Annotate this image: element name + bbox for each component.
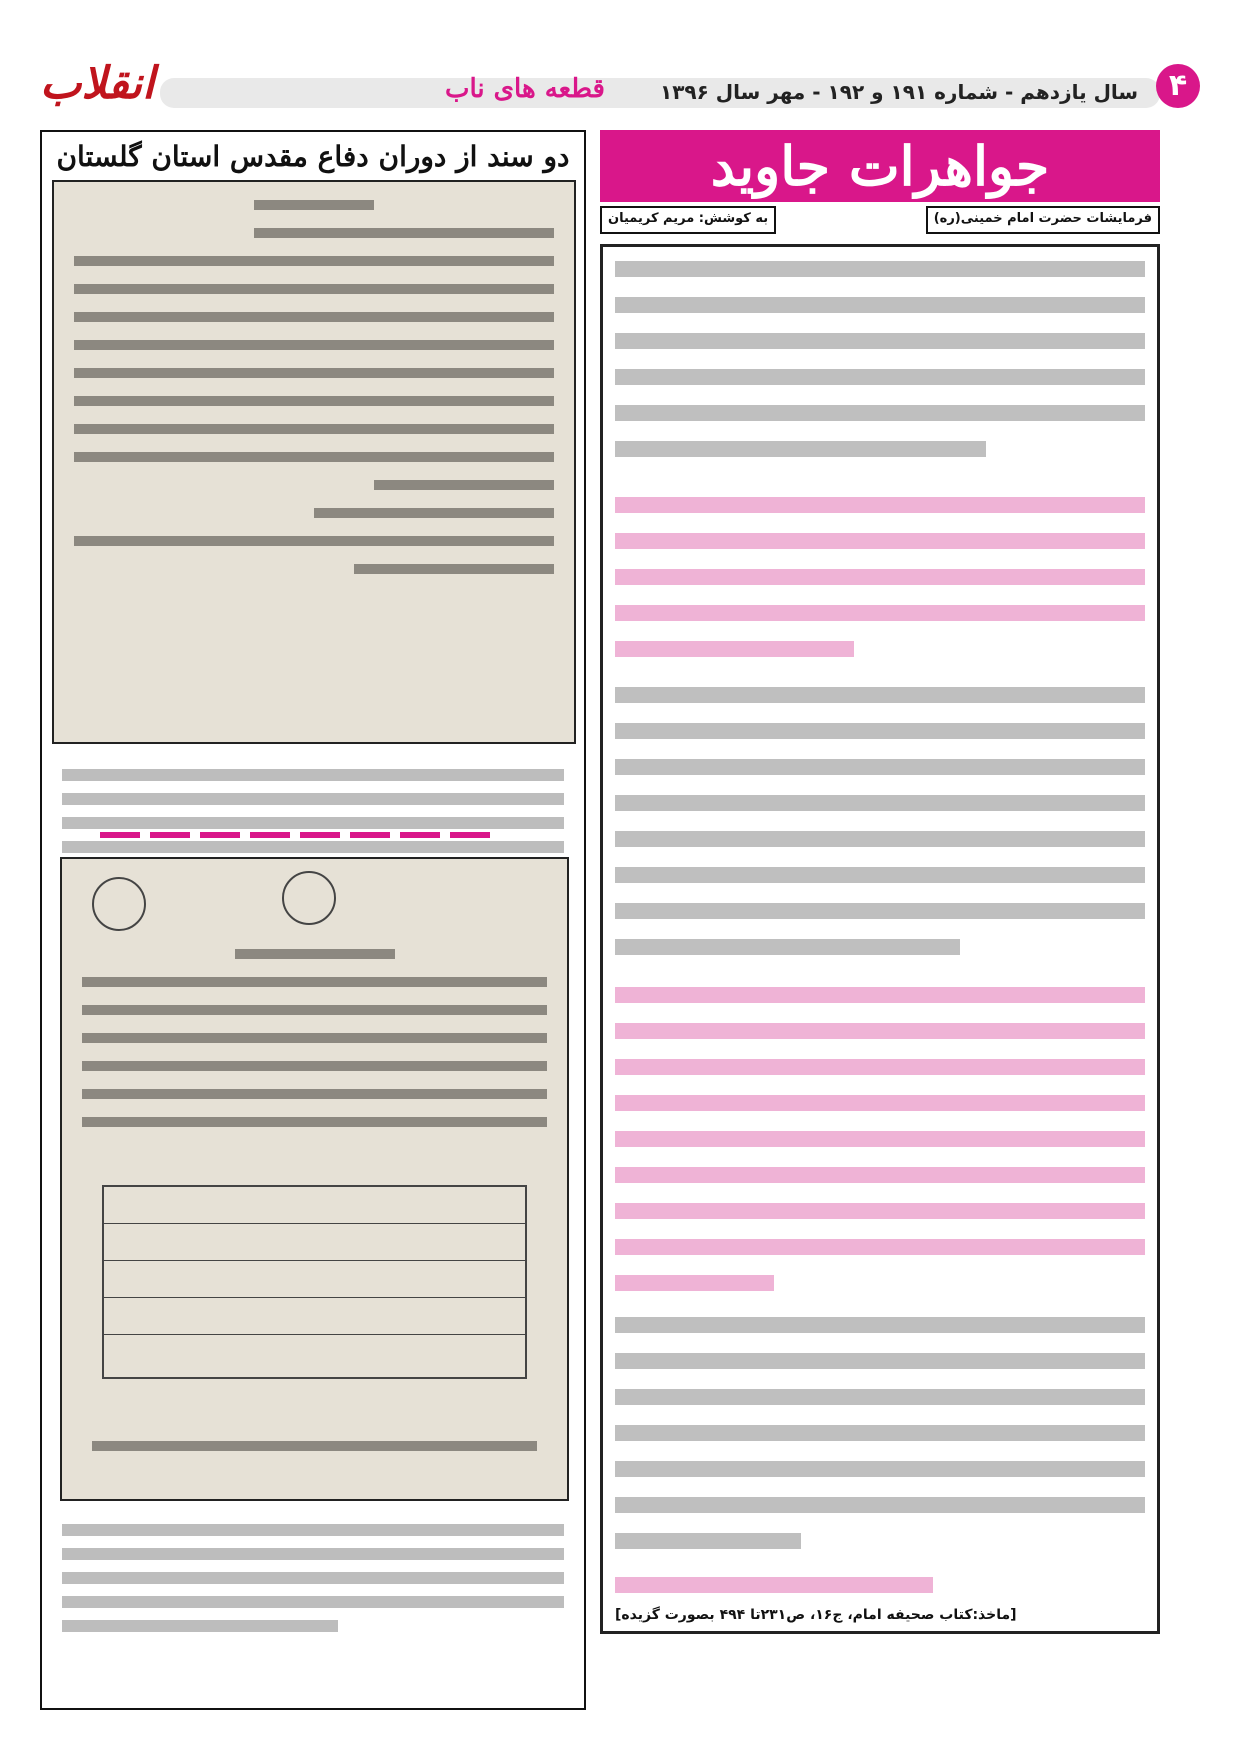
quote-block bbox=[615, 687, 1145, 975]
emblem-icon bbox=[282, 871, 336, 925]
divider bbox=[100, 832, 490, 838]
quotes-banner bbox=[600, 130, 1160, 202]
page-number-badge: ۴ bbox=[1156, 64, 1200, 108]
names-table bbox=[102, 1185, 527, 1379]
quotes-column bbox=[600, 130, 1160, 1634]
section-name: قطعه های ناب bbox=[445, 74, 605, 104]
source-note: [ماخذ:کتاب صحیفه امام، ج۱۶، ص۲۳۱تا ۴۹۴ بصورت گزیده] bbox=[615, 1607, 1017, 1623]
quotes-subtitle: فرمایشات حضرت امام خمینی(ره) bbox=[926, 206, 1160, 234]
documents-column bbox=[40, 130, 586, 1710]
page-header bbox=[40, 58, 1200, 109]
quotes-box bbox=[600, 244, 1160, 1634]
quote-block bbox=[615, 1317, 1145, 1569]
quotes-subline bbox=[600, 206, 1160, 234]
documents-title: دو سند از دوران دفاع مقدس استان گلستان bbox=[56, 140, 570, 173]
quotes-compiler: به کوشش: مریم کریمیان bbox=[600, 206, 776, 234]
document-scan-2 bbox=[60, 857, 569, 1501]
stamp-icon bbox=[92, 877, 146, 931]
quote-block bbox=[615, 987, 1145, 1311]
quotes-title: جواهرات جاوید bbox=[710, 134, 1050, 198]
quote-block bbox=[615, 261, 1145, 477]
document-scan-1 bbox=[52, 180, 576, 744]
logo: انقلاب bbox=[40, 58, 155, 109]
issue-info: سال یازدهم - شماره ۱۹۱ و ۱۹۲ - مهر سال ۱۳۹۶ bbox=[660, 80, 1139, 104]
document-caption-2 bbox=[62, 1512, 564, 1644]
quote-block bbox=[615, 497, 1145, 677]
